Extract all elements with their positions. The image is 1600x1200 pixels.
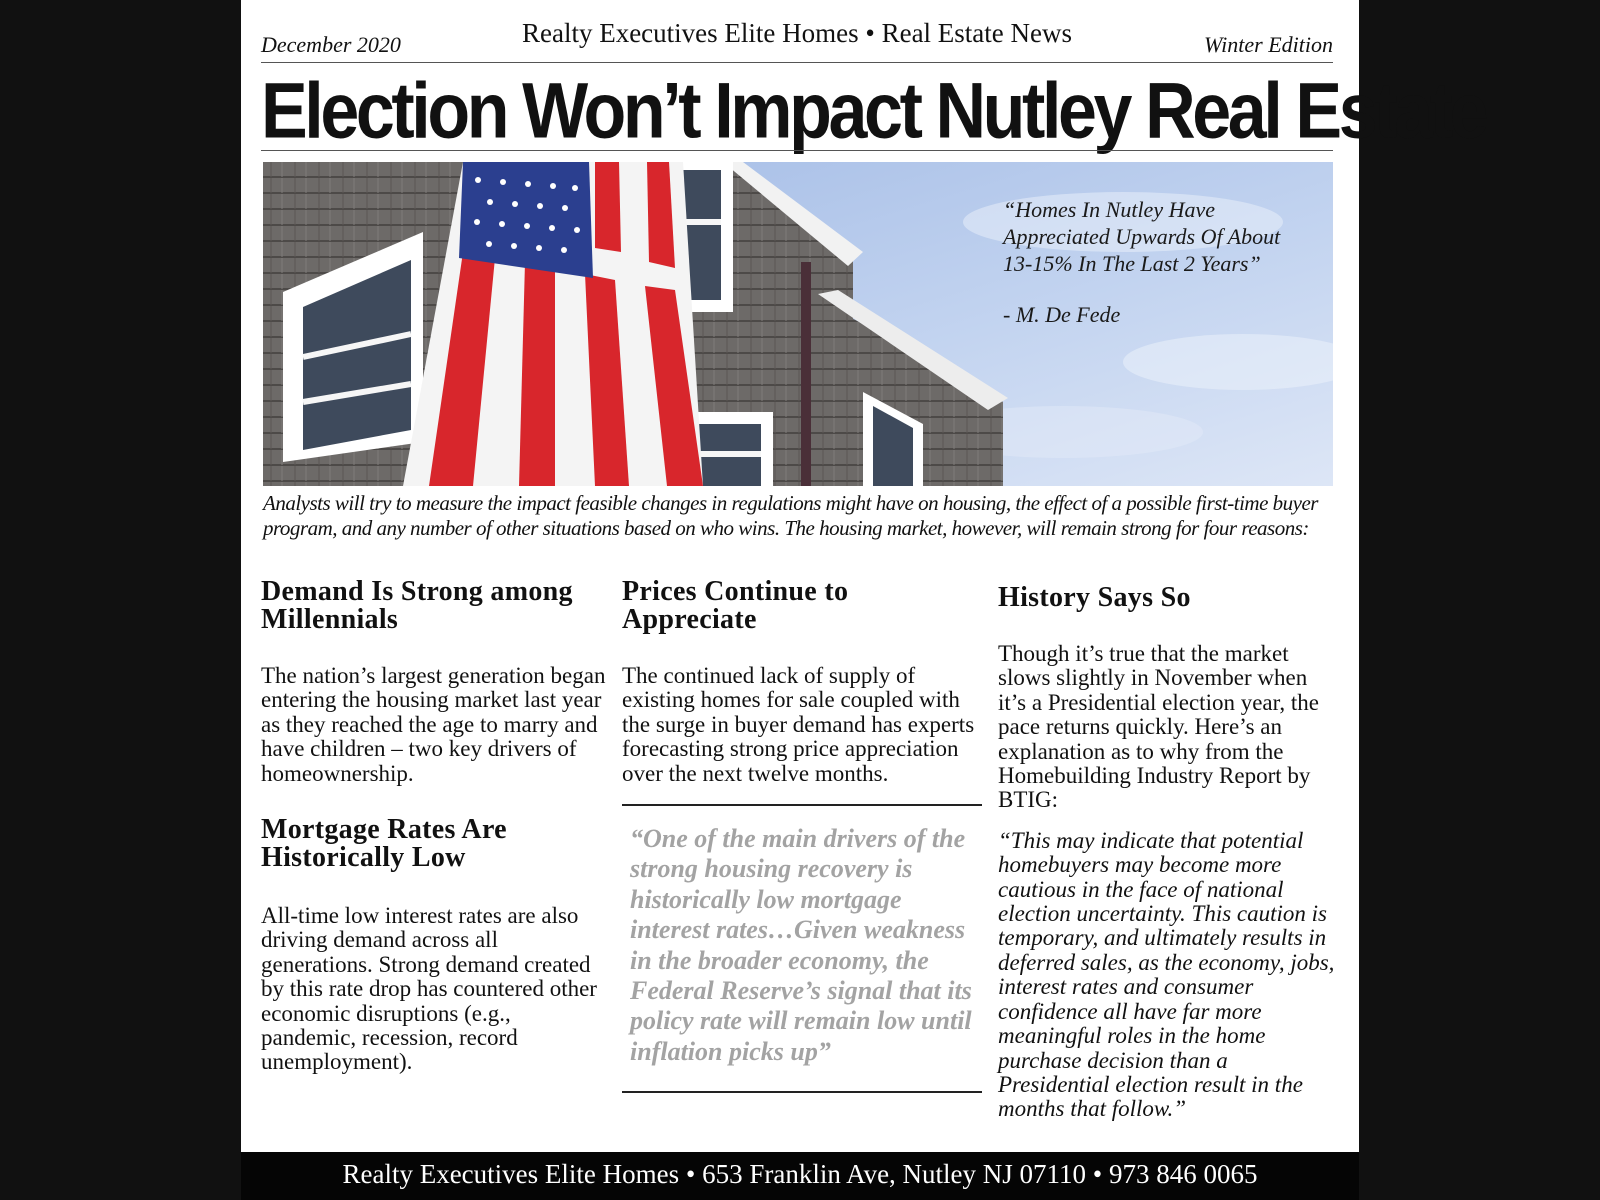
column-left <box>261 578 606 1075</box>
pull-quote: “One of the main drivers of the strong housing recovery is historically low mortgage interest rates…Given weakness in the broader economy, the Federal Reserve’s signal that its policy rate will remain low until inflation picks up” <box>630 824 972 1066</box>
section-body-prices: The continued lack of supply of existing homes for sale coupled with the surge in buyer demand has experts forecasting strong price appreciation over the next twelve months. <box>622 663 975 786</box>
column-middle <box>622 578 982 1093</box>
hero-photo <box>263 162 1333 486</box>
headline-rule <box>261 150 1333 151</box>
hero-quote-attribution: - M. De Fede <box>1003 302 1121 327</box>
masthead-title: Realty Executives Elite Homes • Real Estate News <box>521 18 1073 48</box>
section-heading-mortgage: Mortgage Rates Are Historically Low <box>261 814 507 874</box>
newsletter-page <box>241 0 1486 1200</box>
btig-quote: “This may indicate that potential homebuyers may become more cautious in the face of national election uncertainty. This caution is temporary, and ultimately results in deferred sales, as the economy, jobs, interest rates and consumer confidence all have far more meaningful roles in the home purchase decision than a Presidential election result in the months that follow.” <box>998 827 1335 1122</box>
column-right <box>998 578 1338 1122</box>
masthead <box>261 18 1333 64</box>
issue-date: December 2020 <box>261 32 401 57</box>
edition-label: Winter Edition <box>1204 32 1333 57</box>
section-body-millennials: The nation’s largest generation began entering the housing market last year as they reached the age to marry and have children – two key drivers of homeownership. <box>261 663 606 786</box>
section-heading-millennials: Demand Is Strong among Millennials <box>261 576 573 635</box>
headline: Election Won’t Impact Nutley Real Estate <box>261 67 1486 155</box>
intro-paragraph: Analysts will try to measure the impact feasible changes in regulations might have on housing, the effect of a possible first-time buyer program, and any number of other situations based on who wins. The housing market, however, will remain strong for four reasons: <box>263 491 1318 540</box>
masthead-rule <box>261 62 1333 63</box>
footer-bar: Realty Executives Elite Homes • 653 Franklin Ave, Nutley NJ 07110 • 973 846 0065 <box>241 1152 1359 1200</box>
section-heading-history: History Says So <box>998 582 1191 613</box>
section-body-mortgage: All-time low interest rates are also driving demand across all generations. Strong demand created by this rate drop has countered other economic disruptions (e.g., pandemic, recession, record unemployment). <box>261 903 597 1075</box>
pull-quote-box <box>622 804 982 1093</box>
section-body-history: Though it’s true that the market slows slightly in November when it’s a Presidential election year, the pace returns quickly. Here’s an explanation as to why from the Homebuilding Industry Report by BTIG: <box>998 641 1319 813</box>
section-heading-prices: Prices Continue to Appreciate <box>622 576 849 635</box>
hero-quote: “Homes In Nutley Have Appreciated Upwards Of About 13-15% In The Last 2 Years” <box>1003 197 1281 276</box>
